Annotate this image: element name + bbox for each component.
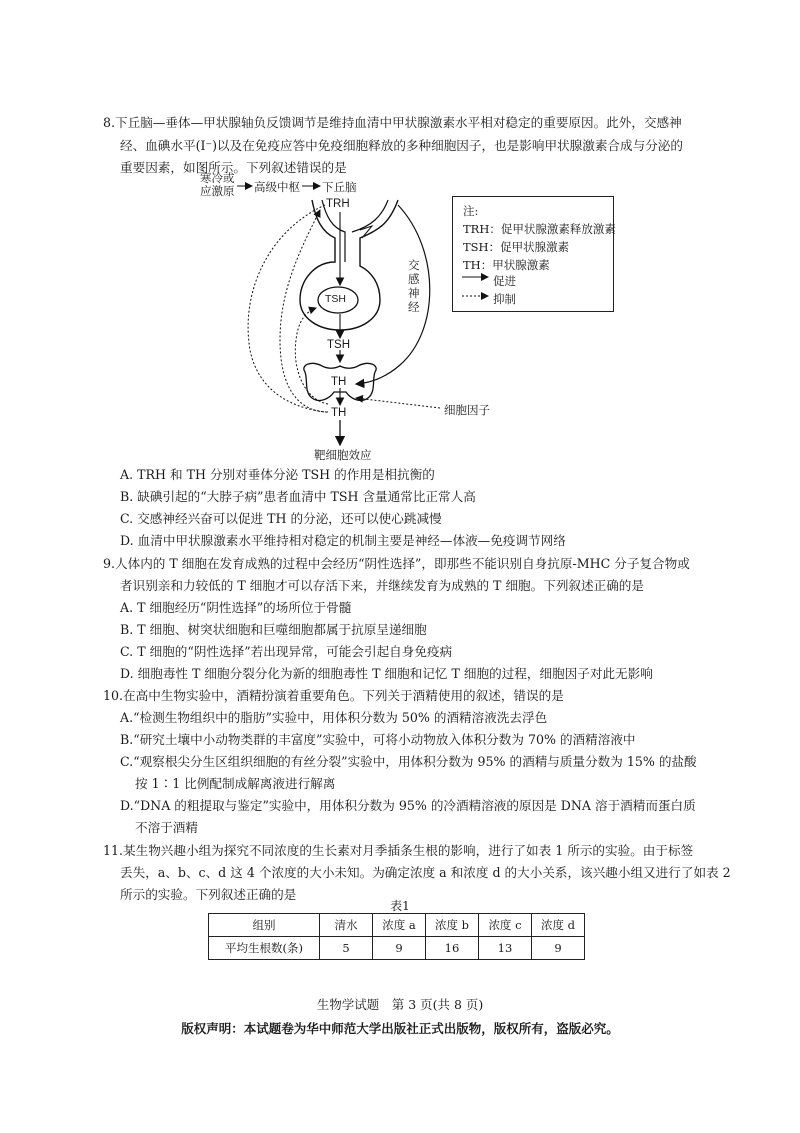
- q9-stem-line-2: 者识别亲和力较低的 T 细胞才可以存活下来，并继续发育为成熟的 T 细胞。下列叙述正确的是: [120, 578, 644, 593]
- table-header-cell: 浓度 c: [479, 914, 532, 937]
- tsh-gland-label: TSH: [325, 293, 346, 305]
- q8-option-d: D. 血清中甲状腺激素水平维持相对稳定的机制主要是神经—体液—免疫调节网络: [120, 533, 566, 548]
- q9-option-a: A. T 细胞经历“阴性选择”的场所位于骨髓: [120, 600, 352, 615]
- legend-inhibit: 抑制: [493, 292, 516, 306]
- q8-option-b: B. 缺碘引起的“大脖子病”患者血清中 TSH 含量通常比正常人高: [120, 489, 476, 504]
- table-header-cell: 浓度 b: [426, 914, 479, 937]
- trh-label: TRH: [326, 198, 350, 210]
- sympathetic-char-2: 感: [408, 272, 420, 286]
- table-header-row: [209, 914, 585, 937]
- q10-option-c: C.“观察根尖分生区组织细胞的有丝分裂”实验中，用体积分数为 95% 的酒精与质量分数为 15% 的盐酸: [120, 754, 697, 769]
- th-upper-label: TH: [331, 376, 347, 388]
- q8-option-c: C. 交感神经兴奋可以促进 TH 的分泌，还可以使心跳减慢: [120, 511, 442, 526]
- cytokine-label: 细胞因子: [444, 403, 490, 417]
- table-row: [209, 937, 585, 960]
- q9-stem-line-1: 9.人体内的 T 细胞在发育成熟的过程中会经历“阴性选择”，即那些不能识别自身抗原-MHC 分子复合物或: [103, 556, 690, 571]
- table-cell: 9: [373, 937, 426, 960]
- table-header-cell: 浓度 d: [532, 914, 585, 937]
- th-lower-label: TH: [331, 407, 347, 419]
- table-cell: 平均生根数(条): [209, 937, 320, 960]
- q8-stem-line-3: 重要因素，如图所示。下列叙述错误的是: [120, 160, 347, 175]
- table-cell: 9: [532, 937, 585, 960]
- hypothalamus-label: 下丘脑: [322, 180, 357, 194]
- table-cell: 16: [426, 937, 479, 960]
- table-header-cell: 清水: [320, 914, 373, 937]
- diagram-legend: [452, 196, 614, 312]
- copyright-notice: 版权声明：本试题卷为华中师范大学出版社正式出版物，版权所有，盗版必究。: [181, 1021, 619, 1036]
- legend-th: TH：甲状腺激素: [463, 258, 550, 272]
- q9-option-c: C. T 细胞的“阴性选择”若出现异常，可能会引起自身免疫病: [120, 644, 453, 659]
- legend-tsh: TSH：促甲状腺激素: [463, 240, 570, 254]
- q10-option-d: D.“DNA 的粗提取与鉴定”实验中，用体积分数为 95% 的冷酒精溶液的原因是 DNA 溶于酒精而蛋白质: [120, 798, 696, 813]
- higher-center-label: 高级中枢: [254, 180, 300, 194]
- results-table: [208, 913, 585, 960]
- sympathetic-char-3: 神: [408, 286, 420, 300]
- q10-option-a: A.“检测生物组织中的脂肪”实验中，用体积分数为 50% 的酒精溶液洗去浮色: [120, 710, 548, 725]
- q8-stem-line-1: 8.下丘脑—垂体—甲状腺轴负反馈调节是维持血清中甲状腺激素水平相对稳定的重要原因。此外，交感神: [103, 115, 682, 130]
- sympathetic-char-4: 经: [408, 300, 420, 314]
- q11-stem-line-1: 11.某生物兴趣小组为探究不同浓度的生长素对月季插条生根的影响，进行了如表 1 所示的实验。由于标签: [103, 843, 694, 858]
- q10-option-d-continued: 不溶于酒精: [135, 820, 198, 835]
- target-cell-label: 靶细胞效应: [314, 448, 372, 462]
- table-caption: 表1: [390, 899, 410, 913]
- sympathetic-nerve-label: [408, 258, 420, 314]
- table-cell: 13: [479, 937, 532, 960]
- page-footer: 生物学试题 第 3 页(共 8 页): [316, 997, 484, 1012]
- table-header-cell: 组别: [209, 914, 320, 937]
- q8-stem-line-2: 经、血碘水平(I⁻)以及在免疫应答中免疫细胞释放的多种细胞因子，也是影响甲状腺激素合成与分泌的: [120, 138, 683, 153]
- tsh-label: TSH: [327, 339, 350, 351]
- table-cell: 5: [320, 937, 373, 960]
- q10-option-c-continued: 按 1∶1 比例配制成解离液进行解离: [135, 776, 336, 791]
- stimulus-line-2: 应激原: [200, 184, 235, 198]
- q10-option-b: B.“研究土壤中小动物类群的丰富度”实验中，可将小动物放入体积分数为 70% 的酒精溶液中: [120, 732, 636, 747]
- q11-stem-line-2: 丢失，a、b、c、d 这 4 个浓度的大小未知。为确定浓度 a 和浓度 d 的大小关系，该兴趣小组又进行了如表 2: [120, 865, 731, 880]
- q11-stem-line-3: 所示的实验。下列叙述正确的是: [120, 887, 297, 902]
- q9-option-b: B. T 细胞、树突状细胞和巨噬细胞都属于抗原呈递细胞: [120, 622, 427, 637]
- legend-promote: 促进: [493, 274, 516, 288]
- table-header-cell: 浓度 a: [373, 914, 426, 937]
- legend-title: 注:: [463, 204, 479, 218]
- legend-trh: TRH：促甲状腺激素释放激素: [463, 222, 616, 236]
- sympathetic-char-1: 交: [408, 258, 420, 272]
- q9-option-d: D. 细胞毒性 T 细胞分裂分化为新的细胞毒性 T 细胞和记忆 T 细胞的过程，细胞因子对此无影响: [120, 666, 653, 681]
- hormone-regulation-diagram: [0, 0, 800, 470]
- q8-option-a: A. TRH 和 TH 分别对垂体分泌 TSH 的作用是相抗衡的: [120, 467, 435, 482]
- stimulus-label: [200, 172, 235, 198]
- stimulus-line-1: 寒冷或: [200, 171, 235, 185]
- q10-stem: 10.在高中生物实验中，酒精扮演着重要角色。下列关于酒精使用的叙述，错误的是: [103, 688, 564, 703]
